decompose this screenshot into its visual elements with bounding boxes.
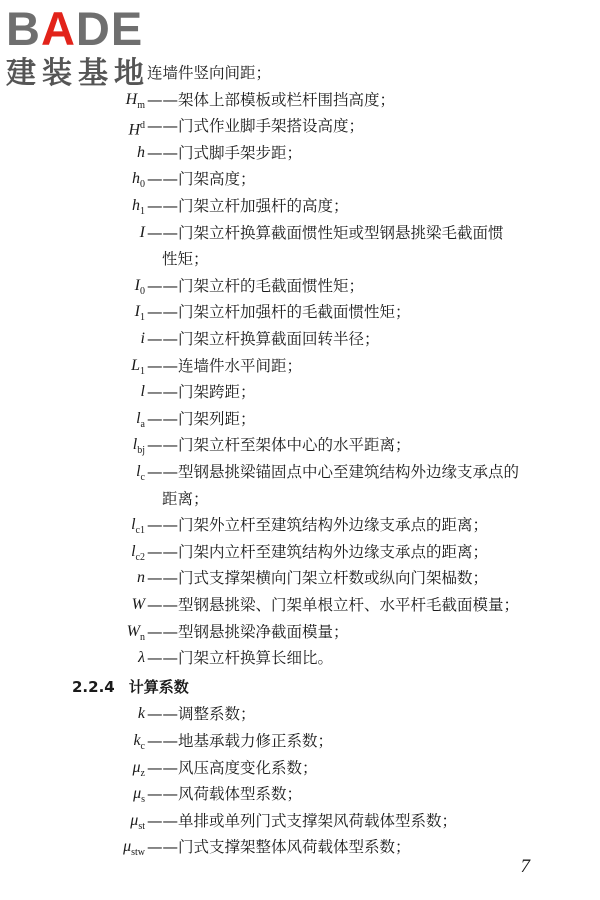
symbol: n <box>137 569 145 587</box>
symbol: $\mu_s$ <box>133 785 145 806</box>
symbol: $h_1$ <box>132 197 145 218</box>
symbol: h <box>137 143 145 161</box>
definition-text: ——门式作业脚手架搭设高度； <box>147 117 365 136</box>
symbol: λ <box>138 649 145 667</box>
symbol: k <box>137 705 145 723</box>
definition-text: ——风荷载体型系数； <box>147 785 303 804</box>
definition-text: ——风压高度变化系数； <box>147 758 318 777</box>
definition-text: ——门式支撑架整体风荷载体型系数； <box>147 838 411 857</box>
definition-text: 连墙件竖向间距； <box>147 64 272 82</box>
section-number: 2.2.4 <box>72 677 115 696</box>
symbol: I <box>139 223 145 241</box>
definition-text: ——门式支撑架横向门架立杆数或纵向门架榀数； <box>147 569 489 588</box>
symbol: $\mu_{st}$ <box>130 811 145 832</box>
symbol: W <box>131 596 145 613</box>
definition-text: ——型钢悬挑梁净截面模量； <box>147 622 349 641</box>
definition-text: ——门架立杆换算截面惯性矩或型钢悬挑梁毛截面惯 <box>147 223 504 242</box>
definition-text: ——型钢悬挑梁锚固点中心至建筑结构外边缘支承点的 <box>147 463 520 481</box>
symbol: $\mu_{stw}$ <box>123 838 145 859</box>
section-heading <box>72 674 189 700</box>
symbol: $I_1$ <box>134 303 145 324</box>
definition-text: ——架体上部模板或栏杆围挡高度； <box>147 90 396 109</box>
symbol: l <box>140 383 145 401</box>
symbol: $k_c$ <box>133 732 145 753</box>
definition-text: ——连墙件水平间距； <box>147 356 303 375</box>
definition-text: ——门架立杆至架体中心的水平距离； <box>147 436 411 455</box>
section-title: 计算系数 <box>128 677 189 696</box>
definition-text: ——单排或单列门式支撑架风荷载体型系数； <box>147 811 458 830</box>
definition-text: ——门架高度； <box>147 170 256 189</box>
definition-text: ——门架跨距； <box>147 383 256 402</box>
definition-text: ——门架内立杆至建筑结构外边缘支承点的距离； <box>147 542 489 561</box>
definition-text: ——门式脚手架步距； <box>147 143 303 162</box>
definition-text: ——门架立杆换算截面回转半径； <box>147 330 380 348</box>
definition-text: ——门架立杆的毛截面惯性矩； <box>147 276 365 295</box>
symbol: $l_c$ <box>136 463 145 484</box>
logo-wordmark: BADE <box>6 2 144 55</box>
symbol: $l_{bj}$ <box>132 436 145 457</box>
definition-continuation: 距离； <box>162 489 209 508</box>
symbol: $l_{c2}$ <box>131 542 145 563</box>
symbol: $\mu_z$ <box>132 758 145 779</box>
logo-chinese-text: 建装基地 <box>6 56 150 91</box>
symbol: $l_{c1}$ <box>131 516 145 537</box>
definition-text: ——门架外立杆至建筑结构外边缘支承点的距离； <box>147 516 489 535</box>
definition-continuation: 性矩； <box>162 250 209 269</box>
symbol: $W_n$ <box>126 622 145 643</box>
definition-text: ——门架立杆换算长细比。 <box>147 649 334 668</box>
symbol: $H^d$ <box>128 120 145 139</box>
definition-text: ——门架立杆加强杆的高度； <box>147 197 349 215</box>
definition-text: ——门架立杆加强杆的毛截面惯性矩； <box>147 303 411 322</box>
symbol: $l_a$ <box>136 409 145 430</box>
page-number: 7 <box>520 856 530 877</box>
definition-text: ——门架列距； <box>147 409 256 428</box>
symbol: $H_m$ <box>125 90 145 111</box>
symbol: $L_1$ <box>131 356 145 377</box>
definition-text: ——型钢悬挑梁、门架单根立杆、水平杆毛截面模量； <box>147 596 520 614</box>
definition-text: ——地基承载力修正系数； <box>147 732 334 750</box>
symbol: i <box>140 330 145 347</box>
symbol: $I_0$ <box>134 276 145 297</box>
symbol: $h_0$ <box>132 170 145 191</box>
definition-text: ——调整系数； <box>147 705 256 724</box>
